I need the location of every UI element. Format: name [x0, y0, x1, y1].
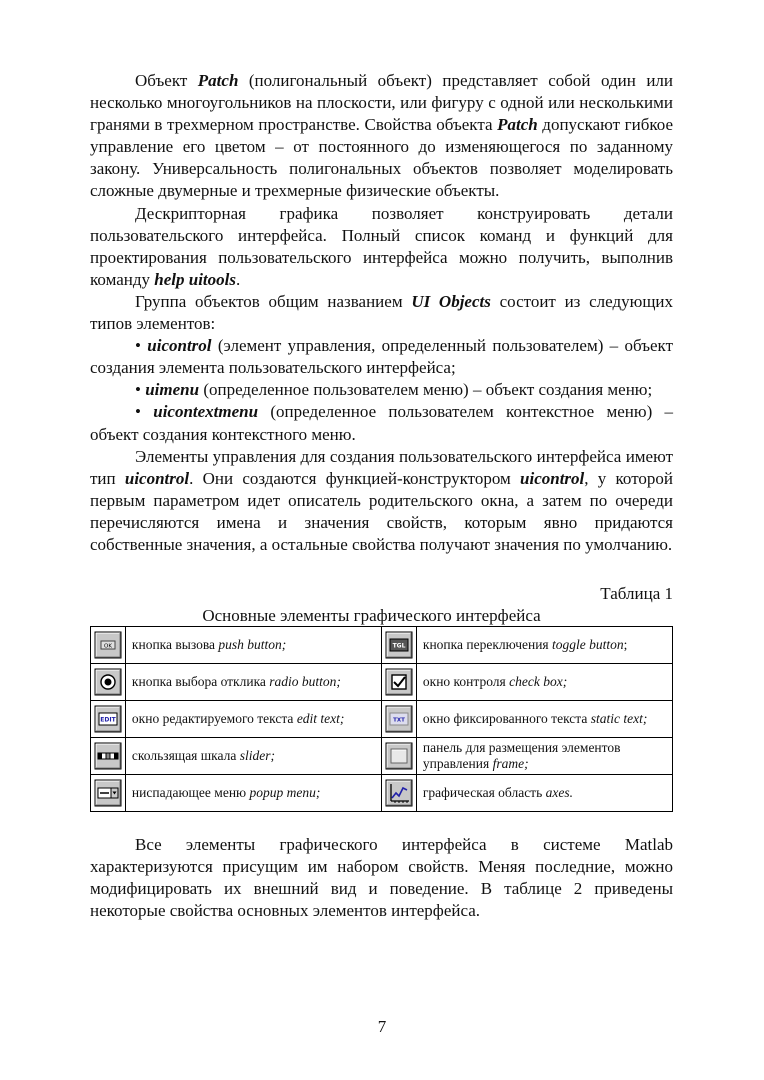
toggle-button-icon	[385, 631, 413, 659]
paragraph	[90, 401, 673, 445]
paragraph	[90, 446, 673, 556]
text-run: , у которой первым параметром идет описатель родительского окна, а затем по очереди перечисляются имена и значения свойств, которым явно придаются собственные значения, а остальные свойства получают значения по умолчанию.	[90, 468, 673, 554]
element-description: графическая область	[422, 785, 546, 801]
text-run: . Они создаются функцией-конструктором	[189, 468, 521, 488]
description-cell	[416, 701, 672, 738]
text-run: (полигональный объект) представляет собой один или несколько многоугольников на плоскости, или фигуру с одной или несколькими гранями в трехмерном пространстве. Свойства объекта	[90, 71, 673, 135]
text-run: •	[135, 380, 146, 400]
page-number: 7	[377, 1017, 387, 1036]
element-type-name: static text;	[590, 711, 648, 727]
element-description: окно фиксированного текста	[422, 711, 591, 727]
emphasis-term: uicontextmenu	[153, 402, 259, 422]
icon-cell	[91, 775, 126, 812]
ui-elements-table	[90, 626, 673, 812]
icon-cell	[91, 664, 126, 701]
punctuation: ;	[623, 637, 628, 653]
text-run: Элементы управления для создания пользовательского интерфейса имеют тип	[90, 446, 673, 488]
frame-icon	[385, 742, 413, 770]
text-run: Объект	[135, 71, 198, 90]
text-run: Дескрипторная графика позволяет конструировать детали пользовательского интерфейса. Полный список команд и функций для проектирования пользовательского интерфейса можно получить, выполнив команду	[90, 203, 673, 289]
text-run: .	[235, 269, 241, 289]
check-box-icon	[385, 668, 413, 696]
paragraph	[90, 291, 673, 335]
table-row	[91, 664, 673, 701]
svg-text:TGL: TGL	[392, 642, 406, 650]
radio-button-icon	[94, 668, 122, 696]
body-text	[90, 70, 673, 556]
text-run: (элемент управления, определенный пользователем) – объект создания элемента пользовательского интерфейса;	[90, 336, 673, 378]
emphasis-term: uimenu	[145, 380, 200, 400]
svg-text:EDIT: EDIT	[100, 716, 116, 724]
element-description: окно редактируемого текста	[131, 711, 297, 727]
table-row	[91, 738, 673, 775]
description-cell	[416, 775, 672, 812]
description-cell	[125, 664, 381, 701]
text-run: состоит из следующих типов элементов:	[90, 291, 674, 334]
emphasis-term: uicontrol	[520, 468, 585, 488]
icon-cell	[91, 627, 126, 664]
description-cell	[125, 738, 381, 775]
icon-cell	[381, 775, 416, 812]
element-type-name: toggle button	[552, 637, 624, 653]
page-body	[90, 70, 673, 922]
paragraph	[90, 70, 673, 203]
closing-paragraph: Все элементы графического интерфейса в системе Matlab характеризуются присущим им набором свойств. Меняя последние, можно модифицировать их внешний вид и поведение. В таблице 2 приведены некоторые свойства основных элементов интерфейса.	[90, 835, 673, 921]
description-cell	[416, 738, 672, 775]
svg-text:OK: OK	[103, 643, 112, 650]
emphasis-term: uicontrol	[124, 468, 190, 488]
icon-cell	[381, 738, 416, 775]
icon-cell	[381, 627, 416, 664]
description-cell	[125, 701, 381, 738]
popup-menu-icon	[94, 779, 122, 807]
table-row	[91, 627, 673, 664]
element-description: окно контроля	[422, 674, 510, 690]
text-run: (определенное пользователем контекстное меню) – объект создания контекстного меню.	[90, 402, 673, 444]
slider-icon	[94, 742, 122, 770]
table-caption: Таблица 1	[600, 584, 673, 604]
element-description: ниспадающее меню	[131, 785, 250, 801]
element-description: кнопка выбора отклика	[131, 674, 270, 690]
edit-text-icon	[94, 705, 122, 733]
icon-cell	[91, 701, 126, 738]
element-type-name: edit text;	[296, 711, 345, 727]
emphasis-term: Patch	[497, 115, 538, 135]
table-row	[91, 701, 673, 738]
push-button-icon	[94, 631, 122, 659]
emphasis-term: Patch	[197, 71, 239, 90]
icon-cell	[381, 664, 416, 701]
svg-text:TXT: TXT	[393, 717, 405, 724]
description-cell	[416, 664, 672, 701]
emphasis-term: help uitools	[154, 269, 236, 289]
text-run: (определенное пользователем меню) – объект создания меню;	[199, 380, 653, 400]
element-type-name: check box;	[509, 674, 568, 690]
element-type-name: radio button;	[269, 674, 341, 690]
paragraph	[90, 379, 673, 401]
description-cell	[125, 775, 381, 812]
element-description: кнопка переключения	[422, 637, 553, 653]
element-description: кнопка вызова	[131, 637, 219, 653]
description-cell	[125, 627, 381, 664]
element-description: панель для размещения элементов управления	[422, 740, 621, 772]
axes-icon	[385, 779, 413, 807]
emphasis-term: UI Objects	[411, 291, 491, 311]
element-type-name: axes.	[545, 785, 573, 801]
text-run: •	[135, 336, 148, 356]
table-row	[91, 775, 673, 812]
emphasis-term: uicontrol	[147, 336, 212, 356]
paragraph	[90, 335, 673, 379]
paragraph	[90, 203, 673, 291]
element-type-name: popup menu;	[249, 785, 321, 801]
element-type-name: push button;	[218, 637, 287, 653]
text-run: допускают гибкое управление его цветом – от постоянного до изменяющегося по заданному закону. Универсальность полигональных объектов позволяет моделировать сложные двумерные и трехмерные физические объекты.	[90, 115, 673, 201]
static-text-icon	[385, 705, 413, 733]
element-type-name: frame;	[492, 756, 529, 772]
text-run: Группа объектов общим названием	[135, 291, 412, 311]
table-title: Основные элементы графического интерфейса	[202, 606, 541, 626]
icon-cell	[381, 701, 416, 738]
description-cell	[416, 627, 672, 664]
element-description: скользящая шкала	[131, 748, 240, 764]
icon-cell	[91, 738, 126, 775]
text-run: •	[135, 402, 154, 422]
element-type-name: slider;	[239, 748, 275, 764]
